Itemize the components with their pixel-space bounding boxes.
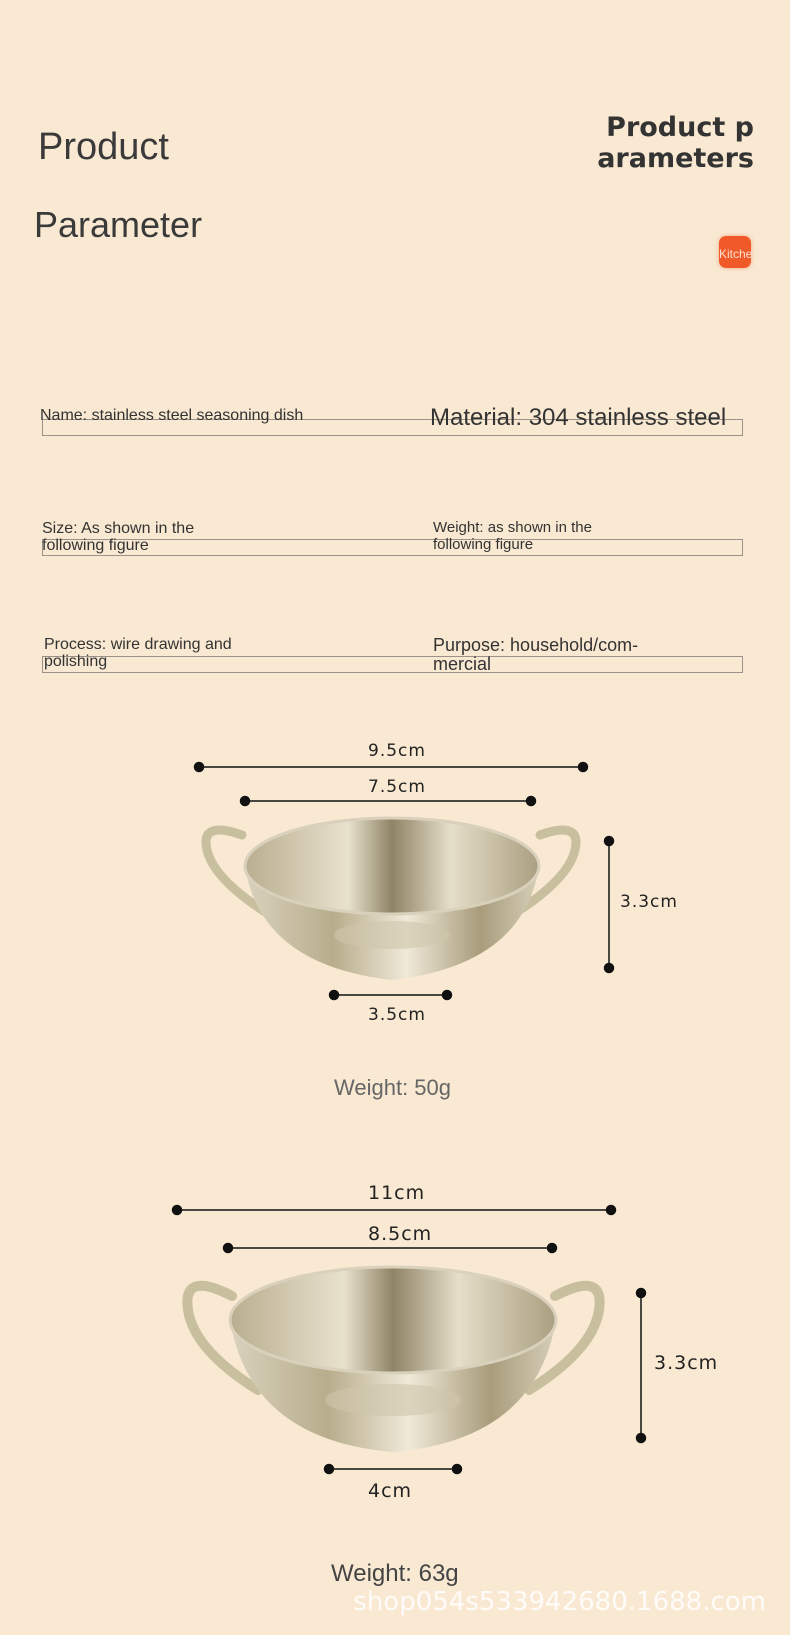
dim-2-height-label: 3.3cm <box>654 1352 719 1374</box>
shop-watermark: shop054s533942680.1688.com <box>353 1587 766 1617</box>
weight-1: Weight: 50g <box>334 1075 452 1100</box>
param-weight: Weight: as shown in the following figure <box>433 519 592 553</box>
dim-1-height-label: 3.3cm <box>620 892 678 912</box>
dim-1-rim-label: 7.5cm <box>368 777 426 797</box>
dish-2-illustration <box>187 1267 599 1452</box>
dim-2-rim-label: 8.5cm <box>368 1223 433 1245</box>
title-parameter: Parameter <box>34 204 203 245</box>
param-size: Size: As shown in the following figure <box>42 520 195 554</box>
kitchen-badge-text: Kitchen <box>719 247 760 261</box>
dim-1-base-label: 3.5cm <box>368 1005 426 1025</box>
dim-2-base-label: 4cm <box>368 1480 413 1502</box>
dim-1-outer-label: 9.5cm <box>368 741 426 761</box>
title-product: Product <box>38 126 169 168</box>
dim-2-outer-label: 11cm <box>368 1182 426 1204</box>
param-material: Material: 304 stainless steel <box>430 404 727 431</box>
param-name: Name: stainless steel seasoning dish <box>40 407 304 424</box>
weight-2: Weight: 63g <box>331 1560 459 1587</box>
param-process: Process: wire drawing and polishing <box>44 636 232 670</box>
param-purpose: Purpose: household/com-mercial <box>433 635 639 674</box>
title-product-parameters: Product p arameters <box>597 112 754 174</box>
dish-1-illustration <box>206 818 576 980</box>
